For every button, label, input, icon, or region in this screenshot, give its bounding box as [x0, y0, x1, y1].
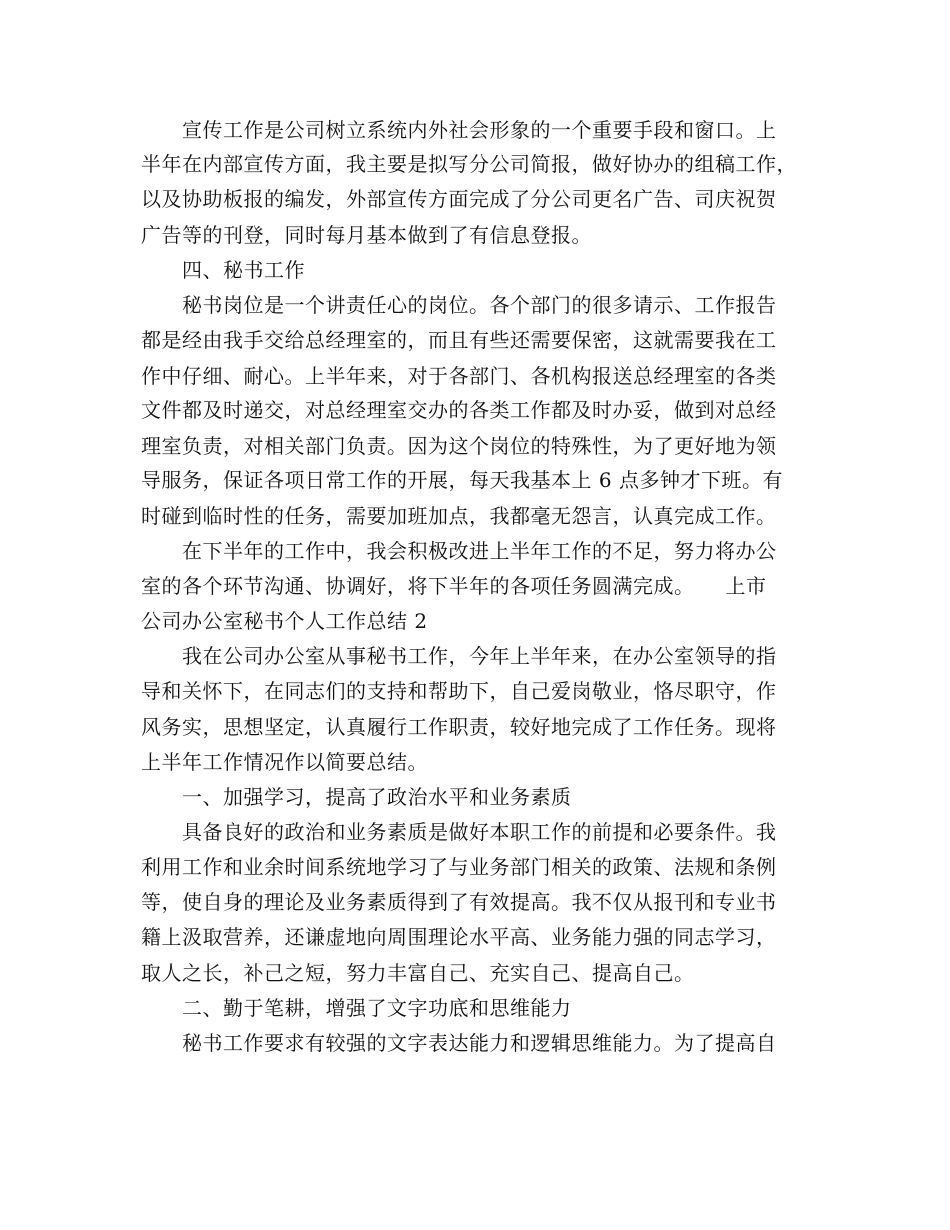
text-line: 取人之长，补己之短，努力丰富自己、充实自己、提高自己。 [141, 961, 695, 985]
text-line: 上半年工作情况作以简要总结。 [141, 750, 428, 774]
text-line: 时碰到临时性的任务，需要加班加点，我都毫无怨言，认真完成工作。 [141, 504, 777, 528]
text-line: 在下半年的工作中，我会积极改进上半年工作的不足，努力将办公 [182, 539, 777, 563]
text-line: 宣传工作是公司树立系统内外社会形象的一个重要手段和窗口。上 [182, 118, 777, 142]
text-line: 导和关怀下，在同志们的支持和帮助下，自己爱岗敬业，恪尽职守，作 [141, 679, 777, 703]
text-line: 理室负责，对相关部门负责。因为这个岗位的特殊性，为了更好地为领 [141, 434, 777, 458]
text-line: 我在公司办公室从事秘书工作，今年上半年来，在办公室领导的指 [182, 644, 777, 668]
text-line: 广告等的刊登，同时每月基本做到了有信息登报。 [141, 223, 592, 247]
text-line: 导服务，保证各项日常工作的开展，每天我基本上 6 点多钟才下班。有 [141, 468, 783, 492]
text-line: 秘书工作要求有较强的文字表达能力和逻辑思维能力。为了提高自 [182, 1031, 777, 1055]
text-line: 利用工作和业余时间系统地学习了与业务部门相关的政策、法规和条例 [141, 855, 777, 879]
text-line: 风务实，思想坚定，认真履行工作职责，较好地完成了工作任务。现将 [141, 715, 777, 739]
text-line: 籍上汲取营养，还谦虚地向周围理论水平高、业务能力强的同志学习， [141, 925, 777, 949]
text-line: 文件都及时递交，对总经理室交办的各类工作都及时办妥，做到对总经 [141, 398, 777, 422]
text-line: 以及协助板报的编发，外部宣传方面完成了分公司更名广告、司庆祝贺 [141, 187, 777, 211]
text-line: 室的各个环节沟通、协调好，将下半年的各项任务圆满完成。 上市 [141, 574, 767, 598]
section-heading: 四、秘书工作 [182, 258, 305, 282]
section-heading: 一、加强学习，提高了政治水平和业务素质 [182, 785, 572, 809]
text-line: 等，使自身的理论及业务素质得到了有效提高。我不仅从报刊和专业书 [141, 890, 777, 914]
section-heading: 二、勤于笔耕，增强了文字功底和思维能力 [182, 996, 572, 1020]
text-line: 半年在内部宣传方面，我主要是拟写分公司简报，做好协办的组稿工作， [141, 152, 797, 176]
text-line: 具备良好的政治和业务素质是做好本职工作的前提和必要条件。我 [182, 820, 777, 844]
document-title: 公司办公室秘书个人工作总结 2 [141, 609, 428, 633]
text-line: 都是经由我手交给总经理室的，而且有些还需要保密，这就需要我在工 [141, 328, 777, 352]
text-line: 秘书岗位是一个讲责任心的岗位。各个部门的很多请示、工作报告 [182, 293, 777, 317]
text-line: 作中仔细、耐心。上半年来，对于各部门、各机构报送总经理室的各类 [141, 364, 777, 388]
